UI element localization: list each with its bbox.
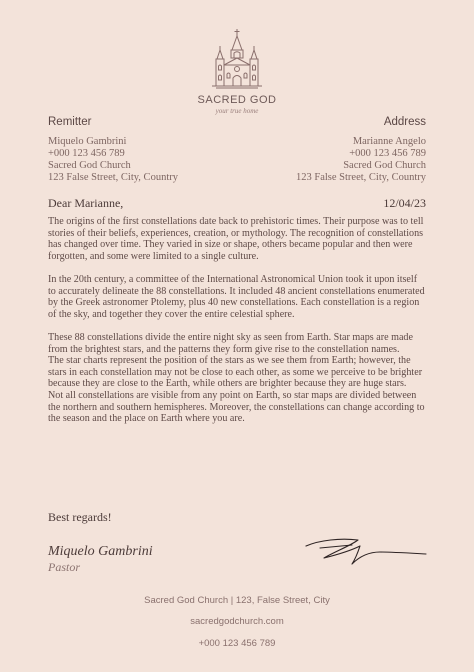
address-name: Marianne Angelo bbox=[352, 136, 426, 147]
footer-address: Sacred God Church | 123, False Street, City bbox=[144, 595, 330, 606]
remitter-heading: Remitter bbox=[48, 116, 92, 128]
church-icon bbox=[208, 28, 266, 90]
footer-phone: +000 123 456 789 bbox=[198, 638, 276, 649]
address-block bbox=[296, 116, 426, 184]
paragraph: The star charts represent the position of the stars as we see them from Earth; however, the stars in each constellation may not be close to each other, as some we perceive to be brighter because they are close to the Earth, while others are brighter because they are huge stars. bbox=[48, 355, 423, 390]
address-street: 123 False Street, City, Country bbox=[296, 172, 426, 183]
remitter-organization: Sacred God Church bbox=[48, 160, 131, 171]
remitter-block bbox=[48, 116, 178, 184]
paragraph: In the 20th century, a committee of the International Astronomical Union took it upon itself to accurately delineate the 88 constellations. It included 48 ancient constellations enumerated by the Greek astronomer Ptolemy, plus 40 new constellations. Each constellation is a region of the sky, and together they cover the entire celestial sphere. bbox=[48, 273, 425, 320]
address-heading: Address bbox=[383, 116, 426, 128]
remitter-name: Miquelo Gambrini bbox=[48, 136, 127, 147]
remitter-phone: +000 123 456 789 bbox=[48, 148, 125, 159]
greeting-line bbox=[48, 196, 426, 211]
footer-website[interactable]: sacredgodchurch.com bbox=[190, 616, 284, 627]
address-organization: Sacred God Church bbox=[343, 160, 426, 171]
brand-name: SACRED GOD bbox=[197, 94, 277, 106]
paragraph: The origins of the first constellations date back to prehistoric times. Their purpose was to tell stories of their beliefs, experiences, creation, or mythology. The recognition of constellations has changed over time. They varied in size or shape, others became popular and then were forgotten, and some were limited to a single culture. bbox=[48, 216, 424, 262]
address-phone: +000 123 456 789 bbox=[349, 148, 426, 159]
signer-role: Pastor bbox=[48, 560, 81, 574]
tagline: your true home bbox=[215, 107, 259, 115]
closing: Best regards! bbox=[48, 510, 112, 524]
letter-body bbox=[48, 216, 426, 425]
handwritten-signature bbox=[300, 532, 430, 572]
letter-date: 12/04/23 bbox=[383, 196, 426, 210]
remitter-street: 123 False Street, City, Country bbox=[48, 172, 178, 183]
salutation: Dear Marianne, bbox=[48, 196, 124, 210]
paragraph: These 88 constellations divide the entire night sky as seen from Earth. Star maps are made from the brightest stars, and the patterns they form give rise to the constellation names. bbox=[48, 331, 413, 355]
signer-name: Miquelo Gambrini bbox=[48, 544, 153, 559]
church-logo bbox=[0, 28, 474, 115]
paragraph: Not all constellations are visible from any point on Earth, so star maps are divided between the northern and southern hemispheres. Moreover, the constellations can change according to the season and the place on Earth where you are. bbox=[48, 389, 425, 425]
